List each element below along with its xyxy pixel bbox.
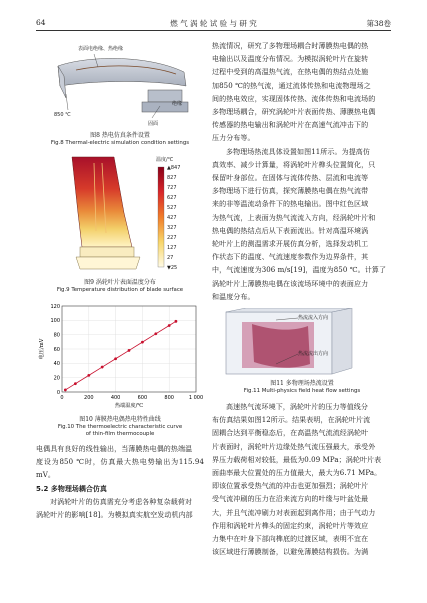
data-point-3 (101, 366, 104, 369)
right-para3-line-11: 力集中在叶身下部向榫底的过渡区域，表明不宜在 (212, 535, 369, 544)
x-tick-label-0: 0 (60, 395, 64, 401)
fig8-caption-en: Fig.8 Thermal-electric simulation condition settings (50, 140, 190, 146)
right-para2-line-10: 中，气流速度为306 m/s[19]，温度为850 ℃。计算了 (212, 266, 387, 275)
right-para2-line-12: 和温度分布。 (212, 292, 255, 301)
right-para1-line-4: 加850 ℃的热气流，通过流体传热和电流物理场之 (212, 81, 371, 90)
y-axis-label: 电压/mV (39, 338, 45, 360)
y-tick-label-3: 60 (53, 346, 60, 353)
fig9-legend-7: 227 (167, 235, 177, 241)
left-text-line-2: 度设为850 ℃时，仿真最大热电势输出为115.94 mV。 (36, 458, 204, 480)
fig10-caption-cn: 图10 薄膜热电偶热电特性曲线 (79, 416, 161, 423)
journal-title: 燃 气 涡 轮 试 验 与 研 究 (170, 19, 257, 28)
figure-11 (212, 308, 392, 380)
right-para1-line-1: 热流情况，研究了多物理场耦合时薄膜热电偶的热 (212, 42, 369, 50)
y-tick-label-1: 20 (53, 375, 60, 382)
fig10-caption-en-1: Fig.10 The thermoelectric characteristic curve (57, 424, 183, 430)
data-point-4 (114, 357, 117, 360)
right-para1-line-8: 压力分布等。 (212, 134, 255, 143)
x-axis-label: 热端温度/℃ (114, 403, 144, 409)
fig8-label-temp: 850 ℃ (54, 112, 71, 118)
figure-10 (36, 300, 204, 416)
right-para1-line-7: 传感器的热电输出和涡轮叶片在高速气流冲击下的 (212, 121, 369, 130)
fig9-legend-0: ▲847 (167, 165, 181, 171)
data-point-7 (154, 332, 157, 335)
fig11-caption-en: Fig.11 Multi-physics field heat flow settings (243, 388, 361, 395)
y-tick-label-2: 40 (53, 361, 60, 368)
right-para2-line-3: 保留叶身部位。在固体与流体传热、层流和电流等 (212, 174, 369, 183)
fig9-legend-5: 427 (167, 215, 177, 221)
x-tick-label-3: 600 (137, 395, 148, 401)
fig9-legend-3: 627 (167, 195, 177, 201)
y-tick-label-5: 100 (50, 318, 60, 325)
volume-label: 第38卷 (366, 19, 391, 28)
fig9-temperature-map (36, 153, 204, 279)
fig9-caption-cn: 图9 涡轮叶片表面温度分布 (84, 279, 156, 286)
left-text-line-1: 电偶具有良好的线性输出，当薄膜热电偶的热端温 (36, 445, 193, 453)
right-para2-line-4: 多物理场下进行仿真，探究薄膜热电偶在热气流带 (212, 187, 369, 196)
fig8-caption-cn: 图8 热电仿真条件设置 (90, 132, 150, 139)
running-header (36, 16, 391, 31)
right-para2-line-2: 真效率、减少计算量，将涡轮叶片榫头位置简化，只 (212, 160, 376, 169)
section-heading: 5.2 多物理场耦合仿真 (36, 484, 107, 493)
fig10-caption-en-2: of thin-film thermocouple (85, 431, 155, 437)
right-para3-line-9: 大，并且气流冲刷力对表面起到离作用；由于气动力 (212, 508, 376, 517)
fig9-legend-2: 727 (167, 185, 177, 191)
figure-9 (36, 153, 204, 279)
fig11-caption-cn: 图11 多物理场热流设置 (270, 380, 334, 388)
x-tick-label-1: 200 (84, 395, 94, 401)
data-point-6 (141, 341, 144, 344)
fig9-legend-8: 127 (167, 245, 177, 251)
x-tick-label-5: 1 000 (188, 395, 204, 401)
right-para2-line-7: 热电偶的热结点后从下表面流出。针对高温环境涡 (212, 226, 369, 235)
left-column (36, 40, 204, 522)
right-para2-line-1: 多物理场热流具体设置如图11所示。为提高仿 (226, 147, 371, 156)
right-para2-line-5: 来的非等温流动条件下的热电输出。图中红色区域 (212, 200, 369, 209)
fig9-legend-1: 827 (167, 175, 177, 181)
right-para2-line-8: 轮叶片上的测温需求开展仿真分析，选择发动机工 (212, 240, 369, 249)
right-para3-line-10: 作用和涡轮叶片榫头的固定约束，涡轮叶片等效应 (212, 521, 369, 530)
right-para3-line-5: 界压力载荷相对较低，最低为0.09 MPa；涡轮叶片表 (212, 455, 382, 464)
right-para3-line-6: 面曲率最大位置处的压力值最大，最大为6.71 MPa。 (212, 469, 382, 478)
right-para2-line-6: 为热气流，上表面为热气流流入方向，经涡轮叶片和 (212, 213, 376, 222)
fig9-legend-6: 327 (167, 225, 177, 231)
fig9-caption-en: Fig.9 Temperature distribution of blade surface (56, 287, 184, 293)
fig9-legend-10: ▼25 (167, 265, 178, 271)
fig11-label-in: 热流流入方向 (298, 315, 329, 322)
fig8-label-base: 固面 (148, 121, 159, 127)
right-para3-line-7: 即该位置承受热气流的冲击也更加强烈；涡轮叶片 (212, 482, 369, 491)
fig9-legend-title: 温度/℃ (156, 157, 174, 163)
right-para3-line-1: 高速热气流环境下，涡轮叶片的压力等值线分 (226, 403, 368, 412)
page-number: 64 (36, 18, 46, 27)
fig9-legend-4: 527 (167, 205, 177, 211)
fig8-label-bottom: 绝缘 (172, 101, 183, 107)
figure-8 (36, 40, 204, 132)
data-point-5 (128, 349, 131, 352)
right-para3-line-8: 受气流冲刷的压力在沿来流方向的叶缘与叶盆处最 (212, 495, 369, 504)
fig10-chart (36, 300, 204, 416)
fig11-label-out: 热流流出方向 (298, 351, 329, 358)
left-para2-line-2: 涡轮叶片的影响[18]。为模拟真实航空发动机内部 (36, 510, 193, 519)
x-tick-label-2: 400 (110, 395, 121, 401)
right-para3-line-12: 该区域进行薄膜制备，以避免薄膜结构损伤。为满 (212, 548, 369, 557)
right-para3-line-3: 固耦合达到平衡稳态后，在高温热气流流经涡轮叶 (212, 429, 369, 438)
fig9-legend-9: 27 (167, 255, 174, 261)
left-para2-line-1: 对涡轮叶片的仿真需充分考虑各种复杂载荷对 (50, 497, 192, 506)
data-point-1 (74, 382, 77, 385)
right-para2-line-11: 涡轮叶片上薄膜热电偶在该流场环境中的表面应力 (212, 279, 369, 288)
y-tick-label-4: 80 (53, 332, 60, 339)
data-point-8 (168, 324, 171, 327)
fig8-label-surface: 表面电绝缘、热绝缘 (78, 46, 124, 52)
fig8-blade-model (36, 40, 204, 132)
data-point-9 (175, 320, 178, 323)
right-para1-line-6: 多物理场耦合，研究涡轮叶片表面传热、薄膜热电偶 (212, 108, 376, 117)
y-tick-label-6: 120 (50, 303, 60, 310)
right-para3-line-2: 布仿真结果如图12所示。结果表明，在涡轮叶片流 (212, 416, 371, 425)
right-para1-line-3: 过程中受到的高温热气流，在热电偶的热结点处施 (212, 68, 369, 77)
right-column (212, 40, 392, 560)
y-tick-label-0: 0 (56, 389, 60, 396)
right-para1-line-2: 电输出以及温度分布情况。为模拟涡轮叶片在旋转 (212, 55, 369, 64)
series-line (65, 321, 176, 390)
right-para3-line-4: 片表面时，涡轮叶片边缘处热气流压强最大，承受外 (212, 442, 376, 451)
x-tick-label-4: 800 (164, 395, 174, 401)
right-para2-line-9: 作状态下的温度、气流速度参数作为边界条件，其 (212, 253, 369, 262)
data-point-0 (64, 389, 67, 392)
data-point-2 (87, 374, 90, 377)
right-para1-line-5: 间的热电效应，实现固体传热、流体传热和电流场的 (212, 94, 376, 103)
